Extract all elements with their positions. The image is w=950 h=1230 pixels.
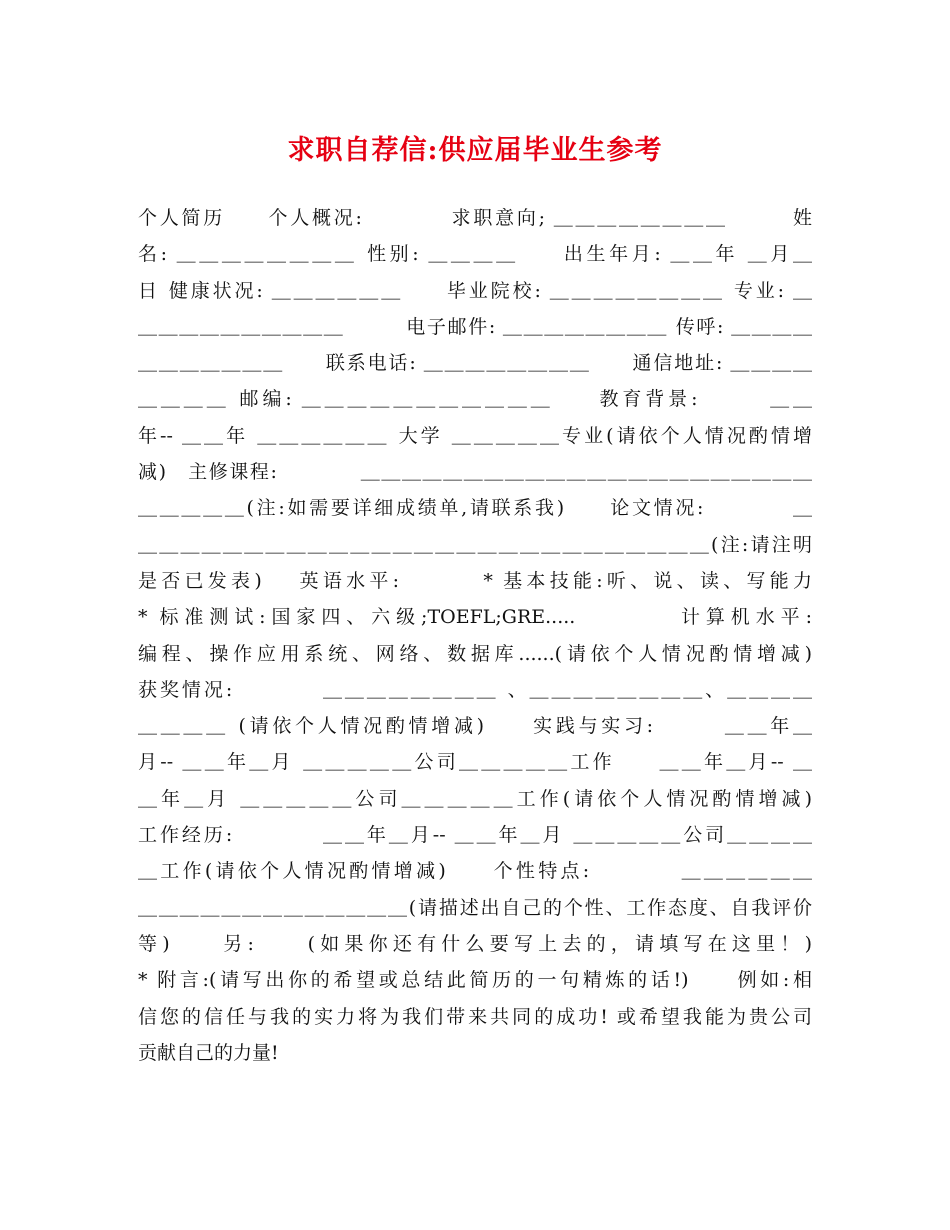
body-line: ＿年＿月 ＿＿＿＿＿公司＿＿＿＿＿工作(请依个人情况酌情增减) — [138, 787, 812, 810]
body-line: ＿＿＿＿＿(注:如需要详细成绩单,请联系我) 论文情况: ＿ — [138, 497, 812, 520]
body-line: ＿＿＿＿＿＿＿＿＿＿＿＿＿＿＿＿＿＿＿＿＿＿＿＿＿＿＿(注:请注明 — [138, 533, 812, 556]
body-line: 工作经历: ＿＿年＿月-- ＿＿年＿月 ＿＿＿＿＿公司＿＿＿＿ — [138, 824, 812, 847]
body-line: * 标准测试:国家四、六级;TOEFL;GRE..... 计算机水平: — [138, 606, 812, 629]
body-line: 编程、操作应用系统、网络、数据库......(请依个人情况酌情增减) — [138, 642, 812, 665]
body-line: 等) 另: (如果你还有什么要写上去的，请填写在这里！) — [138, 932, 812, 955]
body-line: ＿＿＿＿＿＿＿＿＿＿＿＿＿(请描述出自己的个性、工作态度、自我评价 — [138, 896, 812, 919]
body-line: ＿＿＿＿ (请依个人情况酌情增减) 实践与实习: ＿＿年＿ — [138, 715, 812, 738]
body-line: 贡献自己的力量! — [138, 1041, 279, 1064]
body-line: ＿＿＿＿＿＿＿＿＿＿ 电子邮件: ＿＿＿＿＿＿＿＿ 传呼: ＿＿＿＿ — [138, 315, 812, 338]
body-line: 获奖情况: ＿＿＿＿＿＿＿＿ 、＿＿＿＿＿＿＿＿、＿＿＿＿ — [138, 678, 812, 701]
body-line: 月-- ＿＿年＿月 ＿＿＿＿＿公司＿＿＿＿＿工作 ＿＿年＿月-- ＿ — [138, 751, 812, 774]
body-line: 信您的信任与我的实力将为我们带来共同的成功! 或希望我能为贵公司 — [138, 1005, 812, 1028]
body-line: ＿＿＿＿ 邮编: ＿＿＿＿＿＿＿＿＿＿＿ 教育背景: ＿＿ — [138, 388, 812, 411]
body-line: 是否已发表) 英语水平: * 基本技能:听、说、读、写能力 — [138, 569, 812, 592]
body-line: 个人简历 个人概况: 求职意向; ＿＿＿＿＿＿＿＿ 姓 — [138, 207, 812, 229]
body-line: ＿＿＿＿＿＿＿ 联系电话: ＿＿＿＿＿＿＿＿ 通信地址: ＿＿＿＿ — [138, 352, 812, 375]
body-line: 年-- ＿＿年 ＿＿＿＿＿＿ 大学 ＿＿＿＿＿专业(请依个人情况酌情增 — [138, 424, 812, 447]
document-title: 求职自荐信:供应届毕业生参考 — [287, 135, 663, 166]
document-body — [138, 200, 812, 1071]
body-line: 减) 主修课程: ＿＿＿＿＿＿＿＿＿＿＿＿＿＿＿＿＿＿＿＿＿＿ — [138, 461, 812, 484]
body-line: 名: ＿＿＿＿＿＿＿＿ 性别: ＿＿＿＿ 出生年月: ＿＿年 ＿月＿ — [138, 243, 812, 266]
body-line: 日 健康状况: ＿＿＿＿＿＿ 毕业院校: ＿＿＿＿＿＿＿＿ 专业: ＿ — [138, 279, 812, 302]
body-line: ＿工作(请依个人情况酌情增减) 个性特点: ＿＿＿＿＿＿ — [138, 860, 812, 883]
body-line: * 附言:(请写出你的希望或总结此简历的一句精炼的话!) 例如:相 — [138, 969, 812, 992]
